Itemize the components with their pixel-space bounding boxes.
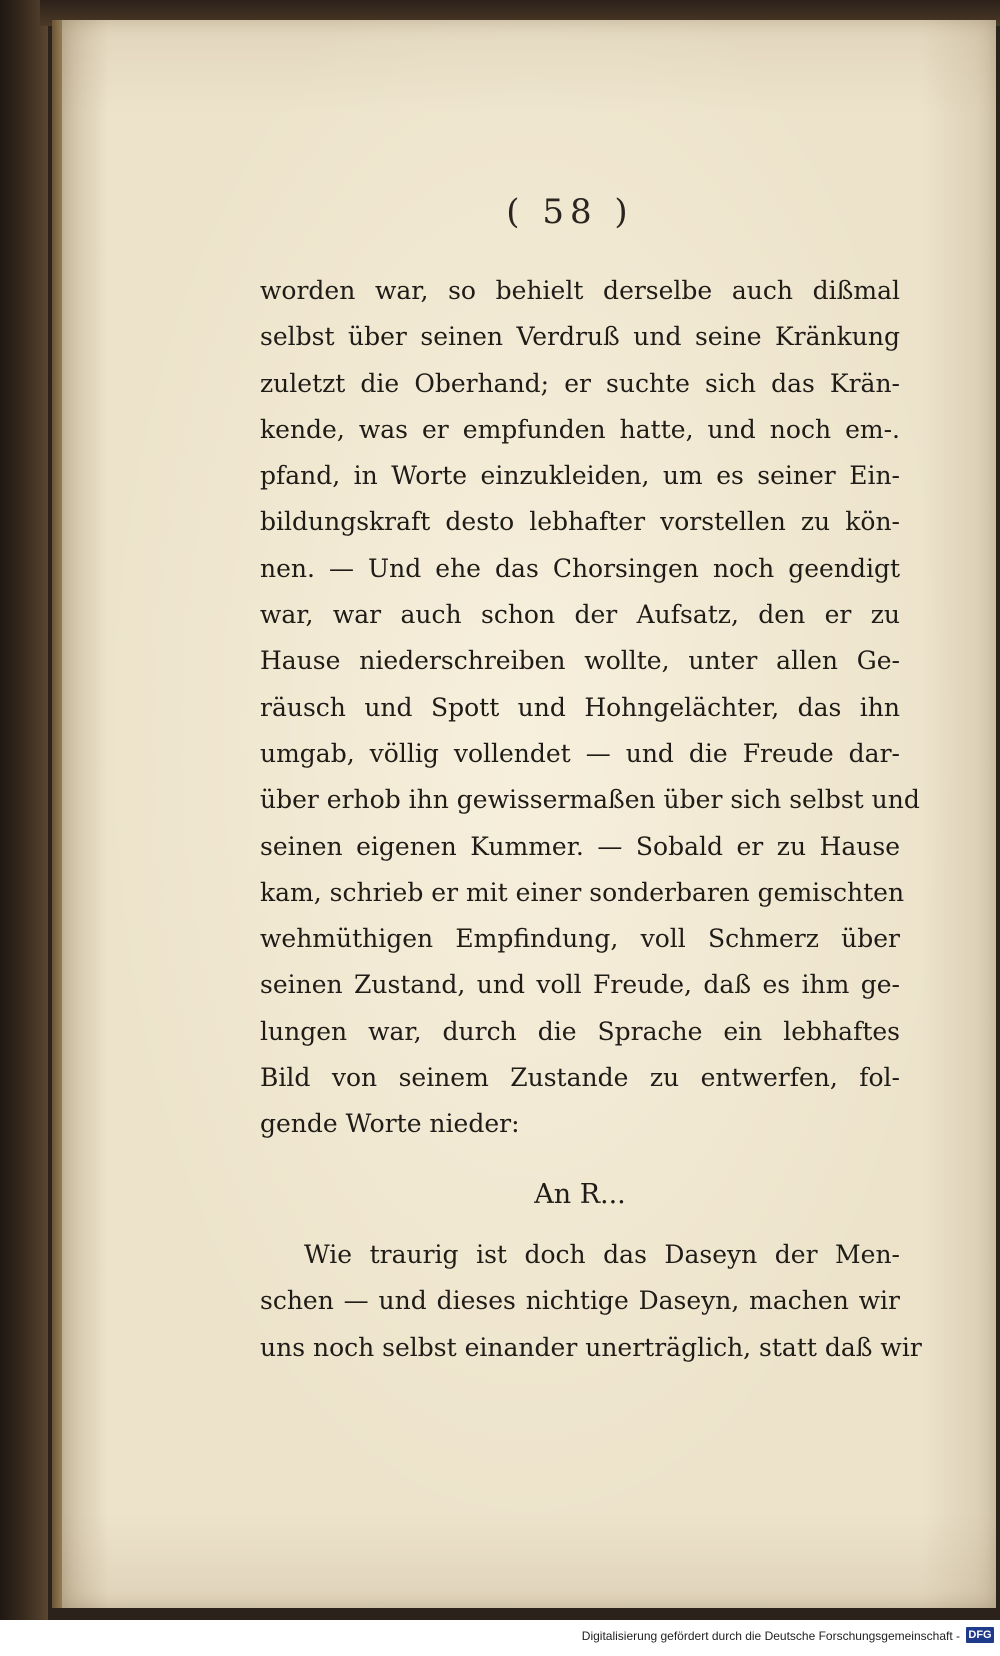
text-line: zuletzt die Oberhand; er suchte sich das Krän- xyxy=(260,368,900,398)
text-line: kende, was er empfunden hatte, und noch em-. xyxy=(260,414,900,444)
dfg-logo: DFG xyxy=(966,1627,994,1643)
text-line: über erhob ihn gewissermaßen über sich selbst und xyxy=(260,785,920,815)
text-line: gende Worte nieder: xyxy=(260,1109,520,1139)
text-line: Bild von seinem Zustande zu entwerfen, fol- xyxy=(260,1063,900,1093)
text-line: bildungskraft desto lebhafter vorstellen zu kön- xyxy=(260,507,900,537)
text-line: kam, schrieb er mit einer sonderbaren gemischten xyxy=(260,877,905,907)
page-number: ( 58 ) xyxy=(506,192,634,232)
text-line: selbst über seinen Verdruß und seine Kränkung xyxy=(260,322,900,352)
letter-text xyxy=(260,1232,922,1371)
text-line: wehmüthigen Empfindung, voll Schmerz über xyxy=(260,924,900,954)
funding-credit: Digitalisierung gefördert durch die Deutsche Forschungsgemeinschaft - xyxy=(581,1629,960,1643)
text-line: Wie traurig ist doch das Daseyn der Men- xyxy=(304,1240,900,1269)
text-line: schen — und dieses nichtige Daseyn, machen wir xyxy=(260,1286,900,1316)
text-line: seinen eigenen Kummer. — Sobald er zu Hause xyxy=(260,831,900,861)
text-line: uns noch selbst einander unerträglich, statt daß wir xyxy=(260,1332,922,1362)
book-spine xyxy=(0,0,48,1620)
text-line: nen. — Und ehe das Chorsingen noch geendigt xyxy=(260,553,900,583)
text-line: worden war, so behielt derselbe auch dißmal xyxy=(260,276,900,305)
text-line: räusch und Spott und Hohngelächter, das ihn xyxy=(260,692,900,722)
section-heading: An R... xyxy=(534,1179,626,1210)
text-line: lungen war, durch die Sprache ein lebhaftes xyxy=(260,1016,900,1046)
body-text xyxy=(260,268,920,1148)
text-line: seinen Zustand, und voll Freude, daß es ihm ge- xyxy=(260,970,900,1000)
text-line: war, war auch schon der Aufsatz, den er zu xyxy=(260,600,900,630)
text-line: umgab, völlig vollendet — und die Freude dar- xyxy=(260,738,900,768)
text-line: pfand, in Worte einzukleiden, um es seiner Ein- xyxy=(260,461,900,491)
text-line: Hause niederschreiben wollte, unter allen Ge- xyxy=(260,646,900,676)
